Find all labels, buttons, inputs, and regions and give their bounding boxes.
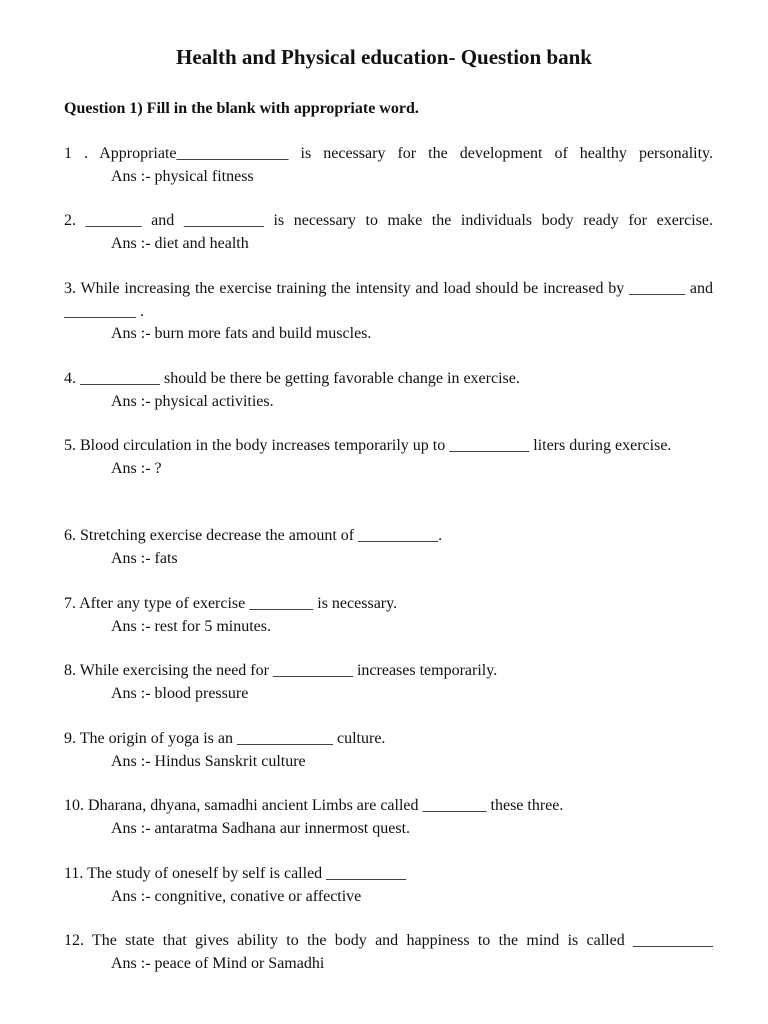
section-heading: Question 1) Fill in the blank with appropriate word. xyxy=(64,100,419,117)
question-item-4 xyxy=(64,368,713,413)
question-text: 4. __________ should be there be getting favorable change in exercise. xyxy=(64,370,520,387)
answer-text: Ans :- ? xyxy=(111,459,162,477)
answer-text: Ans :- antaratma Sadhana aur innermost quest. xyxy=(111,819,411,837)
question-text: 10. Dharana, dhyana, samadhi ancient Limbs are called ________ these three. xyxy=(64,797,564,814)
answer-text: Ans :- physical activities. xyxy=(111,392,274,410)
answer-text: Ans :- blood pressure xyxy=(111,684,249,702)
question-text: 2. _______ and __________ is necessary to make the individuals body ready for exercise. xyxy=(64,212,713,229)
question-text: 8. While exercising the need for __________ increases temporarily. xyxy=(64,662,498,679)
question-item-8 xyxy=(64,660,713,705)
question-item-11 xyxy=(64,863,713,908)
question-text: 7. After any type of exercise ________ is necessary. xyxy=(64,595,398,612)
question-item-3 xyxy=(64,278,713,346)
answer-text: Ans :- physical fitness xyxy=(111,167,254,185)
answer-text: Ans :- fats xyxy=(111,549,178,567)
question-text: 12. The state that gives ability to the body and happiness to the mind is called __________ xyxy=(64,932,713,949)
question-text: 6. Stretching exercise decrease the amount of __________. xyxy=(64,527,443,544)
page-title: Health and Physical education- Question bank xyxy=(176,45,592,69)
question-item-1 xyxy=(64,143,713,188)
question-text: 9. The origin of yoga is an ____________ culture. xyxy=(64,730,386,747)
question-item-6 xyxy=(64,525,713,570)
question-item-7 xyxy=(64,593,713,638)
question-text: 5. Blood circulation in the body increases temporarily up to __________ liters during exercise. xyxy=(64,437,672,454)
question-item-2 xyxy=(64,210,713,255)
answer-text: Ans :- congnitive, conative or affective xyxy=(111,887,362,905)
answer-text: Ans :- Hindus Sanskrit culture xyxy=(111,752,306,770)
question-text: 11. The study of oneself by self is called __________ xyxy=(64,865,407,882)
answer-text: Ans :- burn more fats and build muscles. xyxy=(111,325,372,342)
answer-text: Ans :- peace of Mind or Samadhi xyxy=(111,954,325,972)
answer-text: Ans :- diet and health xyxy=(111,234,249,252)
question-item-5 xyxy=(64,435,713,480)
question-text: 1 . Appropriate______________ is necessary for the development of healthy personality. xyxy=(64,145,713,162)
question-item-9 xyxy=(64,728,713,773)
answer-text: Ans :- rest for 5 minutes. xyxy=(111,617,271,635)
question-item-10 xyxy=(64,795,713,840)
question-text: 3. While increasing the exercise training the intensity and load should be increased by _______ and _________ . xyxy=(64,280,713,320)
question-item-12 xyxy=(64,930,713,975)
